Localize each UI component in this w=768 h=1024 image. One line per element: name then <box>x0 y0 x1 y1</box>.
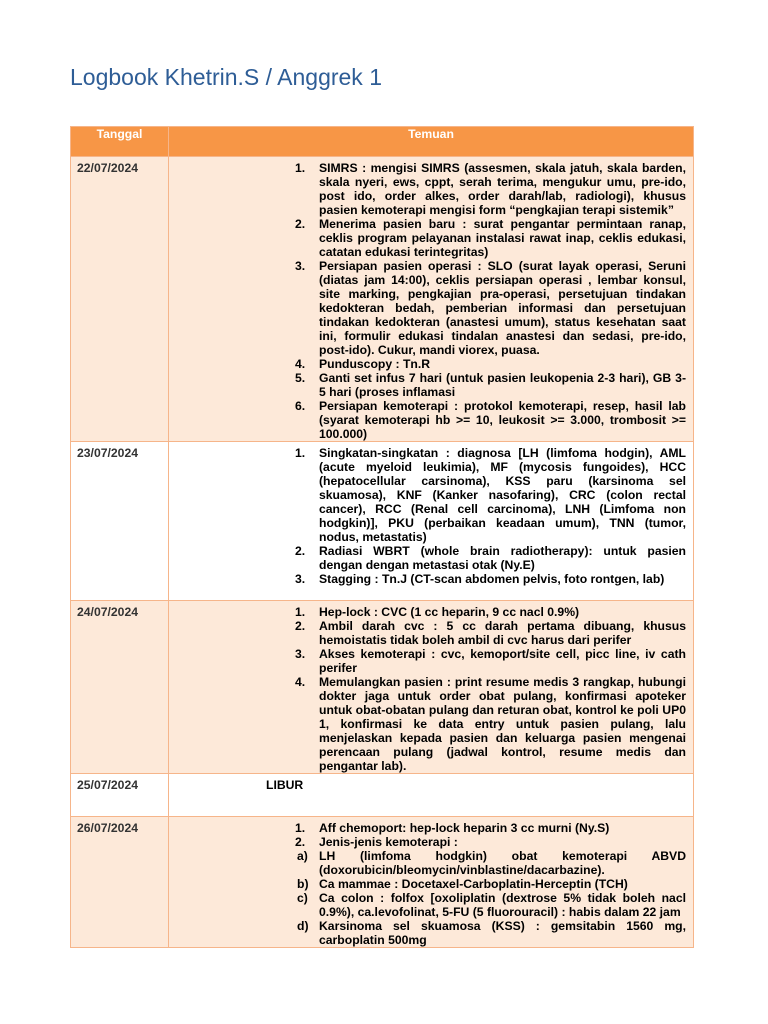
row-findings <box>169 817 694 948</box>
row-date: 23/07/2024 <box>71 442 169 601</box>
row-findings <box>169 601 694 774</box>
sub-list <box>297 849 686 947</box>
table-header-row <box>71 127 694 157</box>
list-item: 4. Punduscopy : Tn.R <box>295 357 431 371</box>
row-findings <box>169 157 694 442</box>
row-findings <box>169 442 694 601</box>
list-item: 3. Persiapan pasien operasi : SLO (surat layak operasi, Seruni (diatas jam 14:00), ceklis persiapan operasi , lembar konsul, site marking, pengkajian pra-operasi, persetujuan tindakan kedokteran bedah, pemberian informasi dan persetujuan tindakan kedokteran (anastesi umum), status kesehatan saat ini, formulir edukasi tindalan anastesi dan sedasi, pre-ido, post-ido). Cukur, mandi viorex, puasa. <box>295 259 686 357</box>
list-item: 3. Stagging : Tn.J (CT-scan abdomen pelvis, foto rontgen, lab) <box>295 572 665 586</box>
table-row <box>71 817 694 948</box>
logbook-table <box>70 126 694 948</box>
list-item: 2. Radiasi WBRT (whole brain radiotherapy): untuk pasien dengan dengan metastasi otak (Ny.E) <box>295 544 686 572</box>
list-item: 2. Ambil darah cvc : 5 cc darah pertama dibuang, khusus hemoistatis tidak boleh ambil di cvc harus dari perifer <box>295 619 686 647</box>
list-item: 4. Memulangkan pasien : print resume medis 3 rangkap, hubungi dokter jaga untuk order obat pulang, konfirmasi apoteker untuk obat-obatan pulang dan returan obat, kontrol ke poli UP0 1, konfirmasi ke data entry untuk pasien pulang, lalu menjelaskan kepada pasien dan keluarga pasien mengenai perencaan pulang (jadwal kontrol, resume medis dan pengantar lab). <box>295 675 686 773</box>
sub-list-item: b) Ca mammae : Docetaxel-Carboplatin-Herceptin (TCH) <box>297 877 628 891</box>
page-title: Logbook Khetrin.S / Anggrek 1 <box>70 64 382 90</box>
row-date: 22/07/2024 <box>71 157 169 442</box>
list-item: 1. SIMRS : mengisi SIMRS (assesmen, skala jatuh, skala barden, skala nyeri, ews, cppt, serah terima, mengukur umu, pre-ido, post ido, order alkes, order darah/lab, radiologi), khusus pasien kemoterapi mengisi form “pengkajian terapi sistemik” <box>295 161 686 217</box>
header-findings: Temuan <box>169 127 694 157</box>
row-date: 25/07/2024 <box>71 774 169 817</box>
row-date: 24/07/2024 <box>71 601 169 774</box>
table-row <box>71 774 694 817</box>
list-item: 6. Persiapan kemoterapi : protokol kemoterapi, resep, hasil lab (syarat kemoterapi hb >= 10, leukosit >= 3.000, trombosit >= 100.000) <box>295 399 686 441</box>
list-item: 1. Singkatan-singkatan : diagnosa [LH (limfoma hodgin), AML (acute myeloid leukimia), MF (mycosis fungoides), HCC (hepatocellular carsinoma), KSS paru (karsinoma sel skuamosa), KNF (Kanker nasofaring), CRC (colon rectal cancer), RCC (Renal cell carcinoma), LNH (Limfoma non hodgkin)], PKU (perbaikan keadaan umum), TNN (tumor, nodus, metastatis) <box>295 446 686 544</box>
list-item: 5. Ganti set infus 7 hari (untuk pasien leukopenia 2-3 hari), GB 3-5 hari (proses inflamasi <box>295 371 686 399</box>
table-row <box>71 601 694 774</box>
header-date: Tanggal <box>71 127 169 157</box>
table-row <box>71 157 694 442</box>
list-item: 1. Hep-lock : CVC (1 cc heparin, 9 cc nacl 0.9%) <box>295 605 580 619</box>
sub-list-item: c) Ca colon : folfox [oxoliplatin (dextrose 5% tidak boleh nacl 0.9%), ca.levofolinat, 5-FU (5 fluorouracil) : habis dalam 22 jam <box>297 891 686 919</box>
list-item: 1. Aff chemoport: hep-lock heparin 3 cc murni (Ny.S) <box>295 821 610 835</box>
holiday-note: LIBUR <box>266 778 304 792</box>
row-findings <box>169 774 694 817</box>
list-item: 2. Jenis-jenis kemoterapi : a) LH (limfoma hodgkin) obat kemoterapi ABVD (doxorubicin/bleomycin/vinblastine/dacarbazine). b) Ca mammae : Docetaxel-Carboplatin-Herceptin (TCH) c) Ca colon : folfox [oxoliplatin (dextrose 5% tidak boleh nacl 0.9%), ca.levofolinat, 5-FU (5 fluorouracil) : habis dalam 22 jam d) Karsinoma sel skuamosa (KSS) : gemsitabin 1560 mg, carboplatin 500mg <box>295 835 686 947</box>
list-item: 3. Akses kemoterapi : cvc, kemoport/site cell, picc line, iv cath perifer <box>295 647 686 675</box>
list-item: 2. Menerima pasien baru : surat pengantar permintaan ranap, ceklis program pelayanan instalasi rawat inap, ceklis edukasi, catatan edukasi terintegritas) <box>295 217 686 259</box>
row-date: 26/07/2024 <box>71 817 169 948</box>
sub-list-item: a) LH (limfoma hodgkin) obat kemoterapi ABVD (doxorubicin/bleomycin/vinblastine/dacarbazine). <box>297 849 686 877</box>
table-row <box>71 442 694 601</box>
sub-list-item: d) Karsinoma sel skuamosa (KSS) : gemsitabin 1560 mg, carboplatin 500mg <box>297 919 686 947</box>
